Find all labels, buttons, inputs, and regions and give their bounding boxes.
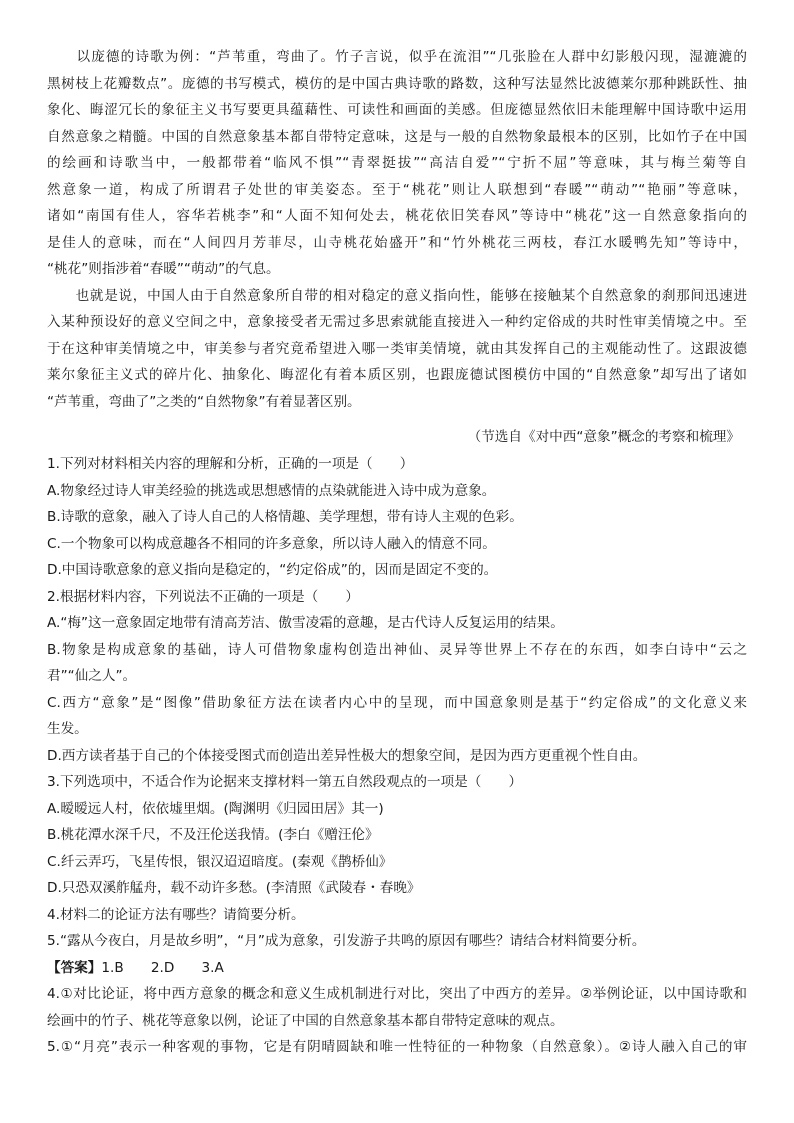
question-stem: 5.“露从今夜白，月是故乡明”，“月”成为意象，引发游子共鸣的原因有哪些？请结合材料简要分析。: [47, 933, 646, 949]
passage-line: 然意象一道，构成了所谓君子处世的审美姿态。至于“桃花”则让人联想到“春暖”“萌动”“艳丽”等意味，: [47, 182, 747, 198]
passage-line: 黑树枝上花瓣数点”。庞德的书写模式，模仿的是中国古典诗歌的路数，这种写法显然比波德莱尔那种跳跃性、抽: [47, 76, 747, 92]
question-option: B.物象是构成意象的基础，诗人可借物象虚构创造出神仙、灵异等世界上不存在的东西，如李白诗中“云之: [47, 642, 747, 658]
passage-line: 诸如“南国有佳人，容华若桃李”和“人面不知何处去，桃花依旧笑春风”等诗中“桃花”这一自然意象指向的: [47, 208, 747, 224]
passage-line: 的绘画和诗歌当中，一般都带着“临风不惧”“青翠挺拔”“高洁自爱”“宁折不屈”等意味，其与梅兰菊等自: [47, 155, 747, 171]
passage-line: “桃花”则指涉着“春暖”“萌动”的气息。: [47, 261, 280, 277]
passage-line: 自然意象之精髓。中国的自然意象基本都自带特定意味，这是与一般的自然物象最根本的区别，比如竹子在中国: [47, 129, 747, 145]
question-stem: 3.下列选项中，不适合作为论据来支撑材料一第五自然段观点的一项是（ ）: [47, 774, 523, 790]
answer-line: 4.①对比论证，将中西方意象的概念和意义生成机制进行对比，突出了中西方的差异。②举例论证，以中国诗歌和: [47, 986, 747, 1002]
answer-label: 【答案】: [47, 960, 102, 976]
passage-line: 象化、晦涩冗长的象征主义书写要更具蕴藉性、可读性和画面的美感。但庞德显然依旧未能理解中国诗歌中运用: [47, 102, 747, 118]
question-option: C.一个物象可以构成意趣各不相同的许多意象，所以诗人融入的情意不同。: [47, 536, 496, 552]
question-option: B.诗歌的意象，融入了诗人自己的人格情趣、美学理想，带有诗人主观的色彩。: [47, 509, 523, 525]
question-option: D.中国诗歌意象的意义指向是稳定的，“约定俗成”的，因而是固定不变的。: [47, 562, 498, 578]
question-stem: 1.下列对材料相关内容的理解和分析，正确的一项是（ ）: [47, 456, 414, 472]
question-option: B.桃花潭水深千尺，不及汪伦送我情。(李白《赠汪伦》: [47, 827, 379, 843]
answer-line: 绘画中的竹子、桃花等意象以例，论证了中国的自然意象基本都自带特定意味的观点。: [47, 1013, 564, 1029]
question-option: A.“梅”这一意象固定地带有清高芳洁、傲雪凌霜的意趣，是古代诗人反复运用的结果。: [47, 615, 564, 631]
passage-line: “芦苇重，弯曲了”之类的“自然物象”有着显著区别。: [47, 394, 361, 410]
passage-line: 于在这种审美情境之中，审美参与者究竟希望进入哪一类审美情境，就由其发挥自己的主观能动性了。这跟波德: [47, 341, 747, 357]
question-stem: 2.根据材料内容，下列说法不正确的一项是（ ）: [47, 589, 360, 605]
passage-line: 是佳人的意味，而在“人间四月芳菲尽，山寺桃花始盛开”和“竹外桃花三两枝，春江水暖鸭先知”等诗中，: [47, 235, 747, 251]
passage-line: 以庞德的诗歌为例：“芦苇重，弯曲了。竹子言说，似乎在流泪”“几张脸在人群中幻影般闪现，湿漉漉的: [47, 49, 747, 65]
question-option: C.西方“意象”是“图像”借助象征方法在读者内心中的呈现，而中国意象则是基于“约定俗成”的文化意义来: [47, 695, 747, 711]
question-option: 生发。: [47, 721, 88, 737]
question-option: C.纤云弄巧，飞星传恨，银汉迢迢暗度。(秦观《鹊桥仙》: [47, 854, 393, 870]
question-option: A.暧暧远人村，依依墟里烟。(陶渊明《归园田居》其一): [47, 801, 384, 817]
question-option: A.物象经过诗人审美经验的挑选或思想感情的点染就能进入诗中成为意象。: [47, 483, 496, 499]
passage-line: 莱尔象征主义式的碎片化、抽象化、晦涩化有着本质区别，也跟庞德试图模仿中国的“自然意象”却写出了诸如: [47, 367, 747, 383]
answer-line: 5.①“月亮”表示一种客观的事物，它是有阴晴圆缺和唯一性特征的一种物象（自然意象）。②诗人融入自己的审: [47, 1039, 747, 1055]
answer-mc: 1.B 2.D 3.A: [101, 960, 224, 976]
answer-key: [47, 959, 747, 977]
passage-line: 入某种预设好的意义空间之中，意象接受者无需过多思索就能直接进入一种约定俗成的共时性审美情境之中。至: [47, 314, 747, 330]
passage-line: 也就是说，中国人由于自然意象所自带的相对稳定的意义指向性，能够在接触某个自然意象的刹那间迅速进: [47, 288, 747, 304]
question-stem: 4.材料二的论证方法有哪些？请简要分析。: [47, 907, 305, 923]
question-option: D.只恐双溪舴艋舟，载不动许多愁。(李清照《武陵春・春晚》: [47, 880, 421, 896]
passage-source: （节选自《对中西“意象”概念的考察和梳理》: [467, 429, 740, 445]
question-option: D.西方读者基于自己的个体接受图式而创造出差异性极大的想象空间，是因为西方更重视个性自由。: [47, 748, 647, 764]
question-option: 君”“仙之人”。: [47, 668, 137, 684]
